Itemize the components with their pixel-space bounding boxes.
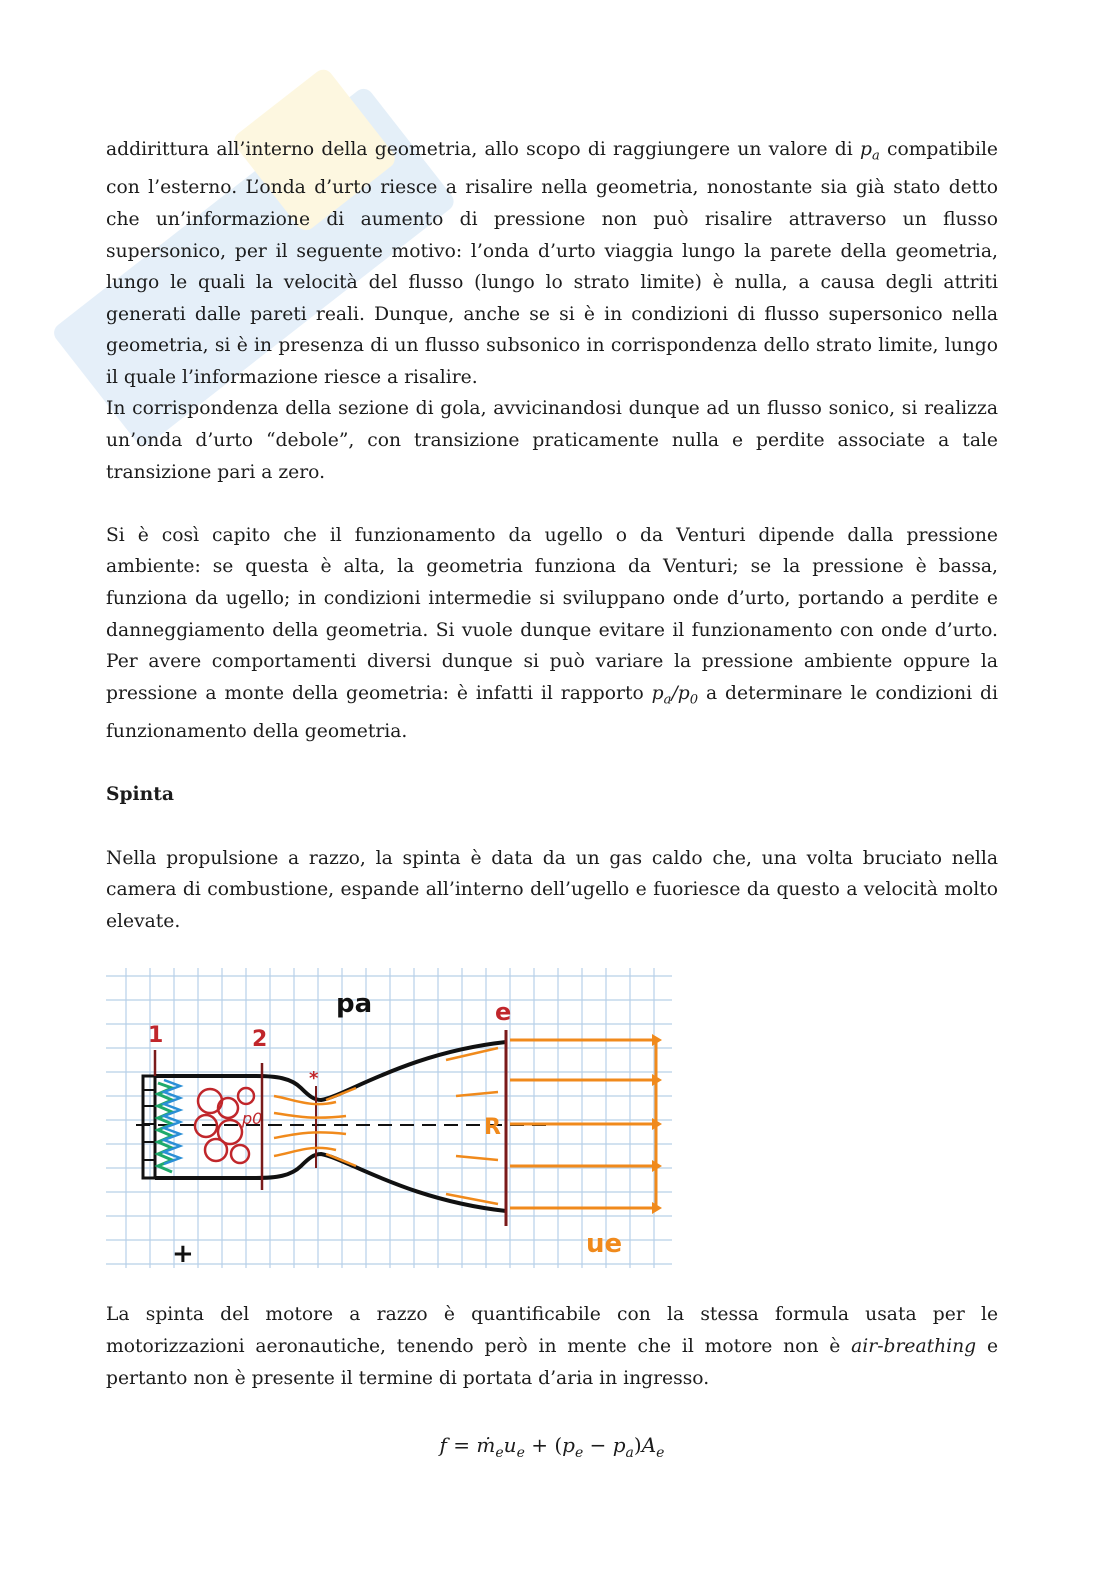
paragraph-nozzle-venturi: Si è così capito che il funzionamento da ugello o da Venturi dipende dalla pressione ambiente: se questa è alta, la geometria funziona da Venturi; se la pressione è bassa, funziona da ugello; in condizioni intermedie si sviluppano onde d’urto, portando a perdite e danneggiamento della geometria. Si vuole dunque evitare il funzionamento con onde d’urto. Per avere comportamenti diversi dunque si può variare la pressione ambiente oppure la pressione a monte della geometria: è infatti il rapporto $p_a/p_0$ a determinare le condizioni di funzionamento della geometria. (106, 524, 998, 743)
label-ambient-pressure: pa (336, 989, 373, 1020)
paragraph-shock-wave: addirittura all’interno della geometria, allo scopo di raggiungere un valore di $p_a$ compatibile con l’esterno. L’onda d’urto riesce a risalire nella geometria, nonostante sia già stato detto che un’informazione di aumento di pressione non può risalire attraverso un flusso supersonico, per il seguente motivo: l’onda d’urto viaggia lungo la parete della geometria, lungo le quali la velocità del flusso (lungo lo strato limite) è nulla, a causa degli attriti generati dalle pareti reali. Dunque, anche se si è in condizioni di flusso supersonico nella geometria, si è in presenza di un flusso subsonico in corrispondenza dello strato limite, lungo il quale l’informazione riesce a risalire. (106, 139, 998, 388)
rocket-nozzle-sketch (106, 968, 672, 1268)
label-throat: * (309, 1068, 319, 1090)
label-plus: + (172, 1239, 194, 1269)
paragraph-thrust-formula: La spinta del motore a razzo è quantificabile con la stessa formula usata per le motorizzazioni aeronautiche, tenendo però in mente che il motore non è air-breathing e pertanto non è presente il termine di portata d’aria in ingresso. (106, 1304, 999, 1389)
label-section-e: e (495, 998, 512, 1027)
exhaust-arrows (510, 1040, 656, 1208)
label-section-2: 2 (252, 1027, 268, 1053)
document-page (106, 134, 998, 1470)
nozzle-lower-wall (155, 1154, 506, 1211)
label-reaction: R (484, 1115, 501, 1141)
rocket-nozzle-figure (106, 968, 672, 1268)
grid-lines (106, 968, 672, 1268)
paragraph-throat: In corrispondenza della sezione di gola, avvicinandosi dunque ad un flusso sonico, si realizza un’onda d’urto “debole”, con transizione praticamente nulla e perdite associate a tale transizione pari a zero. (106, 398, 998, 483)
label-exit-velocity: ue (586, 1229, 623, 1260)
nozzle-upper-wall (155, 1042, 506, 1100)
label-section-1: 1 (148, 1023, 164, 1049)
injector-plate (143, 1076, 155, 1178)
section-heading: Spinta (106, 783, 174, 806)
thrust-equation: $f = ṁ_eu_e + (p_e - p_a)A_e$ (439, 1433, 665, 1462)
label-p0: p0 (242, 1109, 263, 1129)
paragraph-rocket-thrust: Nella propulsione a razzo, la spinta è data da un gas caldo che, una volta bruciato nella camera di combustione, espande all’interno dell’ugello e fuoriesce da questo a velocità molto elevate. (106, 847, 998, 932)
